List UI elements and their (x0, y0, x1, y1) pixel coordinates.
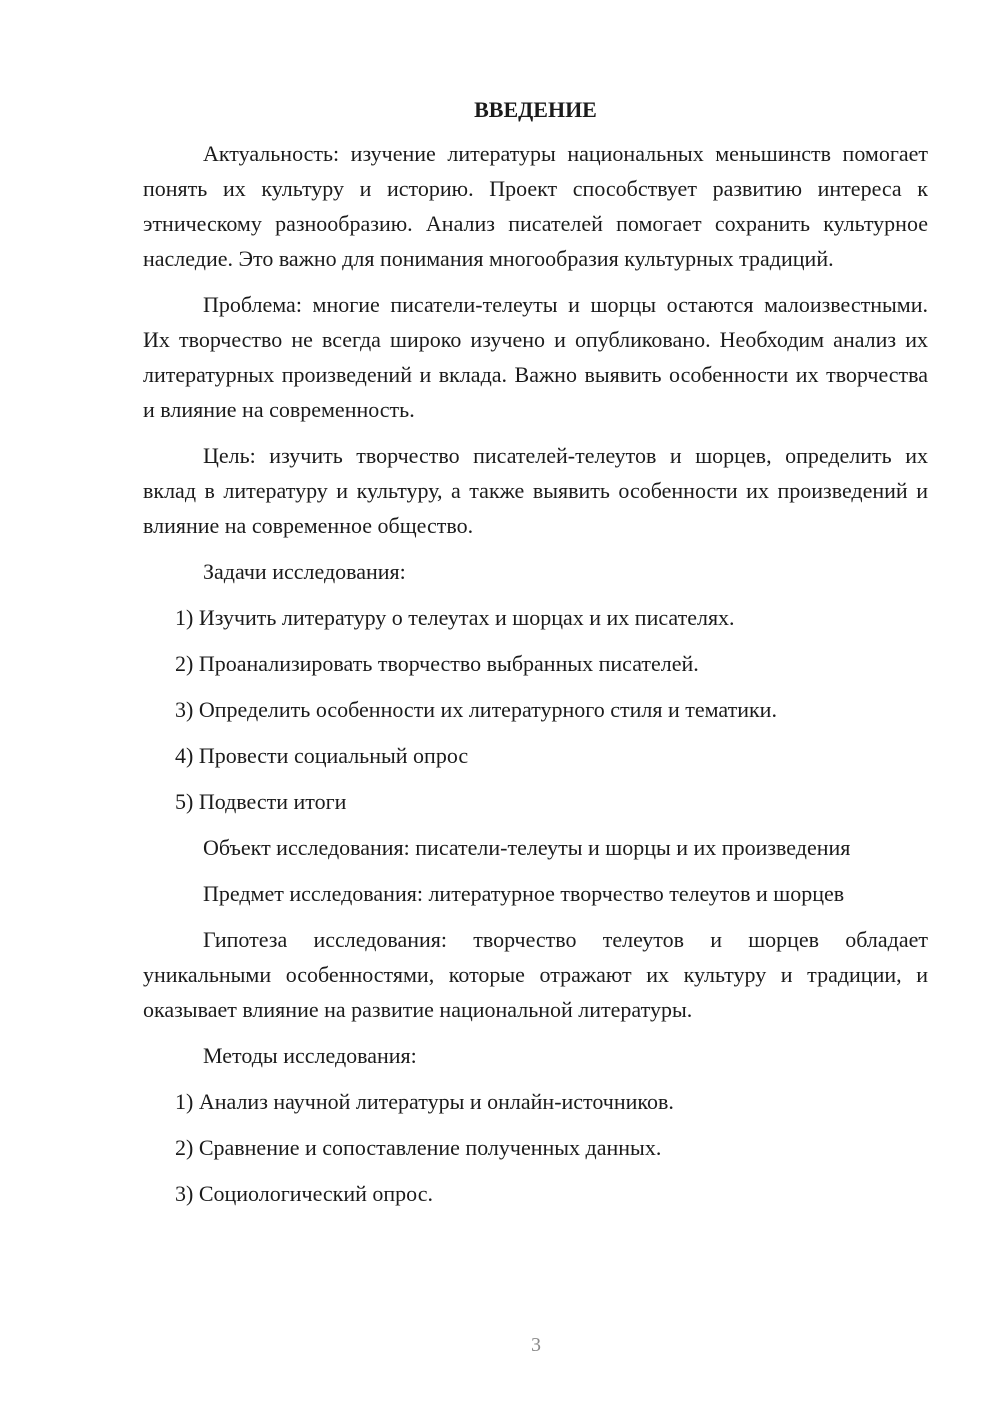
problem-paragraph: Проблема: многие писатели-телеуты и шорцы остаются малоизвестными. Их творчество не всегда широко изучено и опубликовано. Необходим анализ их литературных произведений и вклада. Важно выявить особенности их творчества и влияние на современность. (143, 292, 928, 422)
method-item: 3) Социологический опрос. (175, 1181, 433, 1206)
task-item: 5) Подвести итоги (175, 789, 347, 814)
method-item: 1) Анализ научной литературы и онлайн-источников. (175, 1089, 674, 1114)
document-page (143, 95, 928, 1222)
task-item: 2) Проанализировать творчество выбранных писателей. (175, 651, 699, 676)
hypothesis-paragraph: Гипотеза исследования: творчество телеутов и шорцев обладает уникальными особенностями, которые отражают их культуру и традиции, и оказывает влияние на развитие национальной литературы. (143, 927, 928, 1022)
section-heading: ВВЕДЕНИЕ (474, 97, 597, 122)
goal-paragraph: Цель: изучить творчество писателей-телеутов и шорцев, определить их вклад в литературу и культуру, а также выявить особенности их произведений и влияние на современное общество. (143, 443, 928, 538)
methods-list (143, 1084, 928, 1211)
method-item: 2) Сравнение и сопоставление полученных данных. (175, 1135, 662, 1160)
tasks-list (143, 600, 928, 819)
tasks-label: Задачи исследования: (203, 559, 406, 584)
object-paragraph: Объект исследования: писатели-телеуты и шорцы и их произведения (203, 835, 851, 860)
task-item: 1) Изучить литературу о телеутах и шорцах и их писателях. (175, 605, 735, 630)
task-item: 3) Определить особенности их литературного стиля и тематики. (175, 697, 777, 722)
subject-paragraph: Предмет исследования: литературное творчество телеутов и шорцев (203, 881, 845, 906)
methods-label: Методы исследования: (203, 1043, 417, 1068)
page-number: 3 (531, 1334, 541, 1356)
task-item: 4) Провести социальный опрос (175, 743, 469, 768)
relevance-paragraph: Актуальность: изучение литературы национальных меньшинств помогает понять их культуру и историю. Проект способствует развитию интереса к этническому разнообразию. Анализ писателей помогает сохранить культурное наследие. Это важно для понимания многообразия культурных традиций. (143, 141, 928, 271)
